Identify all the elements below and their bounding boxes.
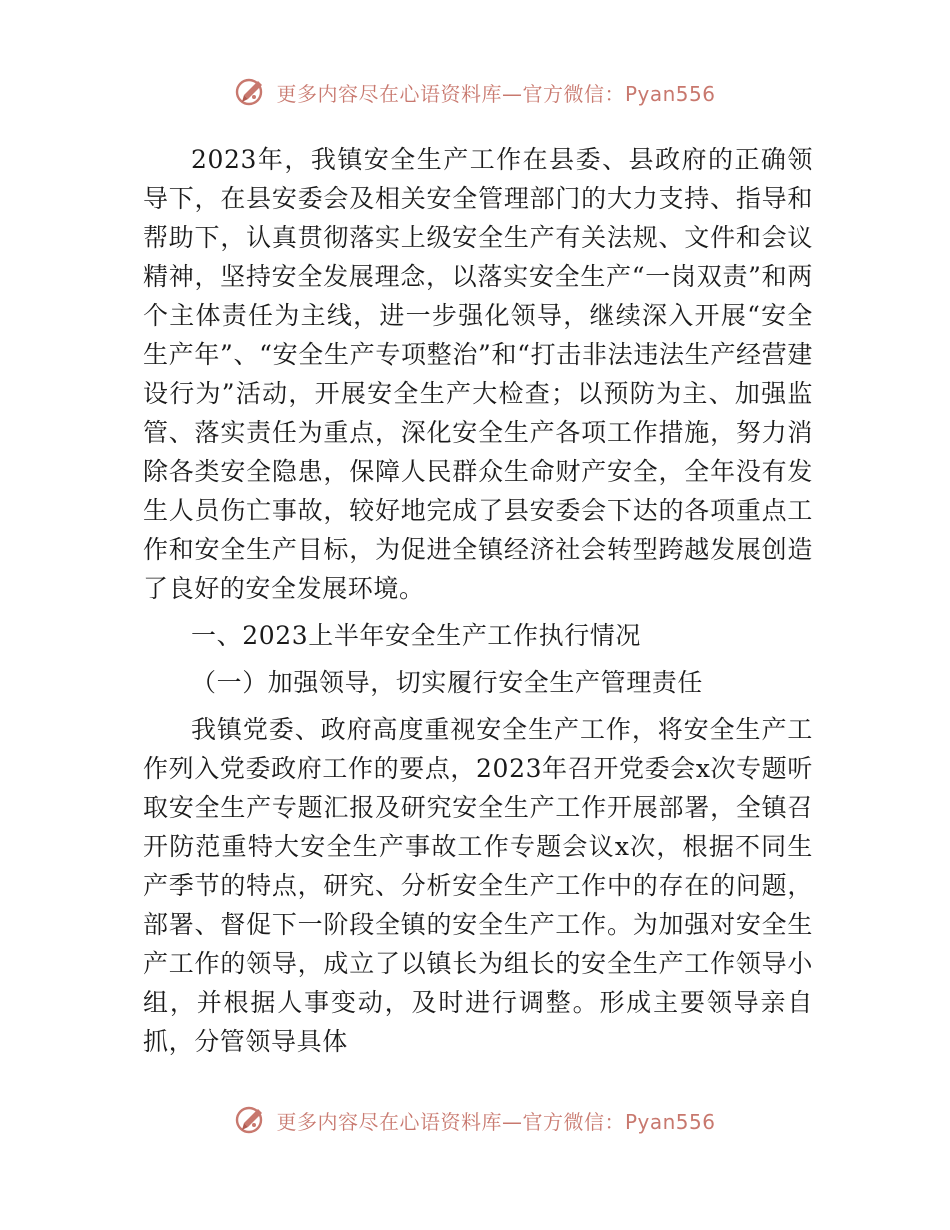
- watermark-text: 更多内容尽在心语资料库—官方微信：Pyan556: [276, 1109, 716, 1134]
- document-body: [143, 140, 813, 1061]
- watermark-header: [0, 72, 950, 112]
- pen-logo-icon: [234, 75, 268, 109]
- subsection-heading: （一）加强领导，切实履行安全生产管理责任: [191, 668, 704, 697]
- pen-logo-icon: [234, 1103, 268, 1137]
- intro-paragraph: 2023年，我镇安全生产工作在县委、县政府的正确领导下，在县安委会及相关安全管理部门的大力支持、指导和帮助下，认真贯彻落实上级安全生产有关法规、文件和会议精神，坚持安全发展理念，以落实安全生产“一岗双责”和两个主体责任为主线，进一步强化领导，继续深入开展“安全生产年”、“安全生产专项整治”和“打击非法违法生产经营建设行为”活动，开展安全生产大检查；以预防为主、加强监管、落实责任为重点，深化安全生产各项工作措施，努力消除各类安全隐患，保障人民群众生命财产安全，全年没有发生人员伤亡事故，较好地完成了县安委会下达的各项重点工作和安全生产目标，为促进全镇经济社会转型跨越发展创造了良好的安全发展环境。: [143, 145, 813, 603]
- section-heading: 一、2023上半年安全生产工作执行情况: [191, 621, 642, 650]
- watermark-footer: [0, 1100, 950, 1140]
- watermark-text: 更多内容尽在心语资料库—官方微信：Pyan556: [276, 81, 716, 106]
- body-paragraph: 我镇党委、政府高度重视安全生产工作，将安全生产工作列入党委政府工作的要点，2023年召开党委会x次专题听取安全生产专题汇报及研究安全生产工作开展部署，全镇召开防范重特大安全生产事故工作专题会议x次，根据不同生产季节的特点，研究、分析安全生产工作中的存在的问题，部署、督促下一阶段全镇的安全生产工作。为加强对安全生产工作的领导，成立了以镇长为组长的安全生产工作领导小组，并根据人事变动，及时进行调整。形成主要领导亲自抓，分管领导具体: [143, 715, 813, 1056]
